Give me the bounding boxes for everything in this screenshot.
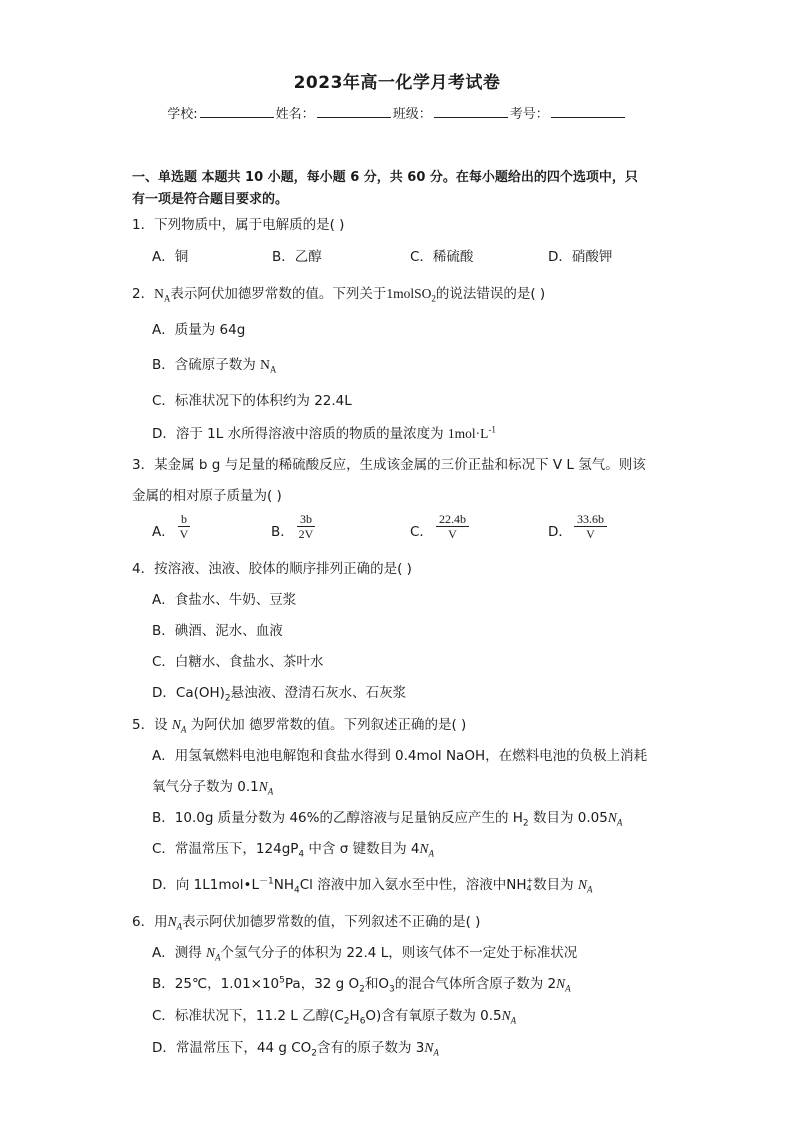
question-3-stem-line1: 3．某金属 b g 与足量的稀硫酸反应，生成该金属的三价正盐和标况下 V L 氢气。则该 bbox=[132, 457, 646, 473]
question-3-options bbox=[152, 512, 672, 548]
page-title: 2023年高一化学月考试卷 bbox=[293, 73, 501, 93]
q3-option-a: A． bbox=[152, 524, 175, 540]
class-blank[interactable] bbox=[434, 105, 508, 118]
q5-option-a-line1: A．用氢氧燃料电池电解饱和食盐水得到 0.4mol NaOH，在燃料电池的负极上消耗 bbox=[152, 748, 648, 764]
q2-option-b: B．含硫原子数为 $N_A$ bbox=[152, 357, 277, 375]
q1-option-a: A．铜 bbox=[152, 249, 189, 265]
q4-option-c: C．白糖水、食盐水、茶叶水 bbox=[152, 654, 324, 670]
q6-option-c: C．标准状况下，11.2 L 乙醇$(C_2H_6O)$含有氧原子数为 $0.5N_A$ bbox=[152, 1008, 517, 1027]
question-2-stem: 2．$N_A$表示阿伏加德罗常数的值。下列关于1molSO$_2$的说法错误的是( ) bbox=[132, 286, 546, 304]
q5-option-c: C．常温常压下，$124gP_4$ 中含 σ 键数目为 $4N_A$ bbox=[152, 841, 434, 860]
q1-option-d: D．硝酸钾 bbox=[548, 249, 613, 265]
student-info-line bbox=[0, 103, 794, 122]
number-blank[interactable] bbox=[551, 105, 625, 118]
question-3-stem-line2: 金属的相对原子质量为( ) bbox=[132, 488, 282, 504]
q1-option-c: C．稀硫酸 bbox=[410, 249, 474, 265]
q6-option-a: A．测得 $N_A$个氢气分子的体积为 22.4 L，则该气体不一定处于标准状况 bbox=[152, 945, 578, 963]
q3-option-a-fraction: $\frac{b}{V}$ bbox=[179, 512, 189, 541]
q1-option-b: B．乙醇 bbox=[272, 249, 322, 265]
q3-option-b: B． bbox=[271, 524, 294, 540]
name-blank[interactable] bbox=[317, 105, 391, 118]
q3-option-d-fraction: $\frac{33.6b}{V}$ bbox=[574, 512, 607, 541]
q5-option-b: B．10.0g 质量分数为 46%的乙醇溶液与足量钠反应产生的 $H_2$ 数目为 $0.05N_A$ bbox=[152, 810, 623, 829]
q3-option-d: D． bbox=[548, 524, 572, 540]
question-5-stem: 5．设 $N_A$ 为阿伏加 德罗常数的值。下列叙述正确的是( ) bbox=[132, 717, 467, 735]
question-4-stem: 4．按溶液、浊液、胶体的顺序排列正确的是( ) bbox=[132, 561, 412, 577]
q6-option-b: B．25℃，$1.01\times 10^5Pa$，32 g $O_2$和$O_3$的混合气体所含原子数为 $2N_A$ bbox=[152, 975, 571, 995]
q3-option-b-fraction: $\frac{3b}{2V}$ bbox=[298, 512, 314, 541]
question-6-stem: 6．用$N_A$表示阿伏加德罗常数的值，下列叙述不正确的是( ) bbox=[132, 914, 481, 932]
number-label: 考号： bbox=[509, 107, 549, 122]
q2-option-d: D．溶于 1L 水所得溶液中溶质的物质的量浓度为 $1mol\cdot L^{-1}$ bbox=[152, 424, 496, 442]
section-heading-line2: 有一项是符合题目要求的。 bbox=[132, 192, 289, 207]
q6-option-d: D．常温常压下，44 g $CO_2$含有的原子数为 $3N_A$ bbox=[152, 1040, 439, 1059]
school-blank[interactable] bbox=[200, 105, 274, 118]
q4-option-b: B．碘酒、泥水、血液 bbox=[152, 623, 283, 639]
question-1-stem: 1．下列物质中，属于电解质的是( ) bbox=[132, 217, 345, 233]
q3-option-c: C． bbox=[410, 524, 433, 540]
q5-option-a-line2: 氧气分子数为 $0.1N_A$ bbox=[152, 779, 274, 797]
q4-option-a: A．食盐水、牛奶、豆浆 bbox=[152, 592, 297, 608]
name-label: 姓名： bbox=[275, 107, 315, 122]
q2-option-c: C．标准状况下的体积约为 22.4L bbox=[152, 393, 352, 409]
class-label: 班级： bbox=[392, 107, 432, 122]
q2-option-a: A．质量为 64g bbox=[152, 322, 246, 338]
q5-option-d: D．向 $1L1mol•L^{-1}NH_4Cl$ 溶液中加入氨水至中性，溶液中NH + 4 数目为 $N_A$ bbox=[152, 876, 593, 896]
section-heading-line1: 一、单选题 本题共 10 小题，每小题 6 分，共 60 分。在每小题给出的四个选项中，只 bbox=[132, 170, 638, 185]
q4-option-d: D．$Ca(OH)_2$悬浊液、澄清石灰水、石灰浆 bbox=[152, 685, 407, 704]
ammonium-charge: + 4 bbox=[526, 876, 534, 893]
school-label: 学校: bbox=[167, 107, 198, 122]
q3-option-c-fraction: $\frac{22.4b}{V}$ bbox=[436, 512, 469, 541]
